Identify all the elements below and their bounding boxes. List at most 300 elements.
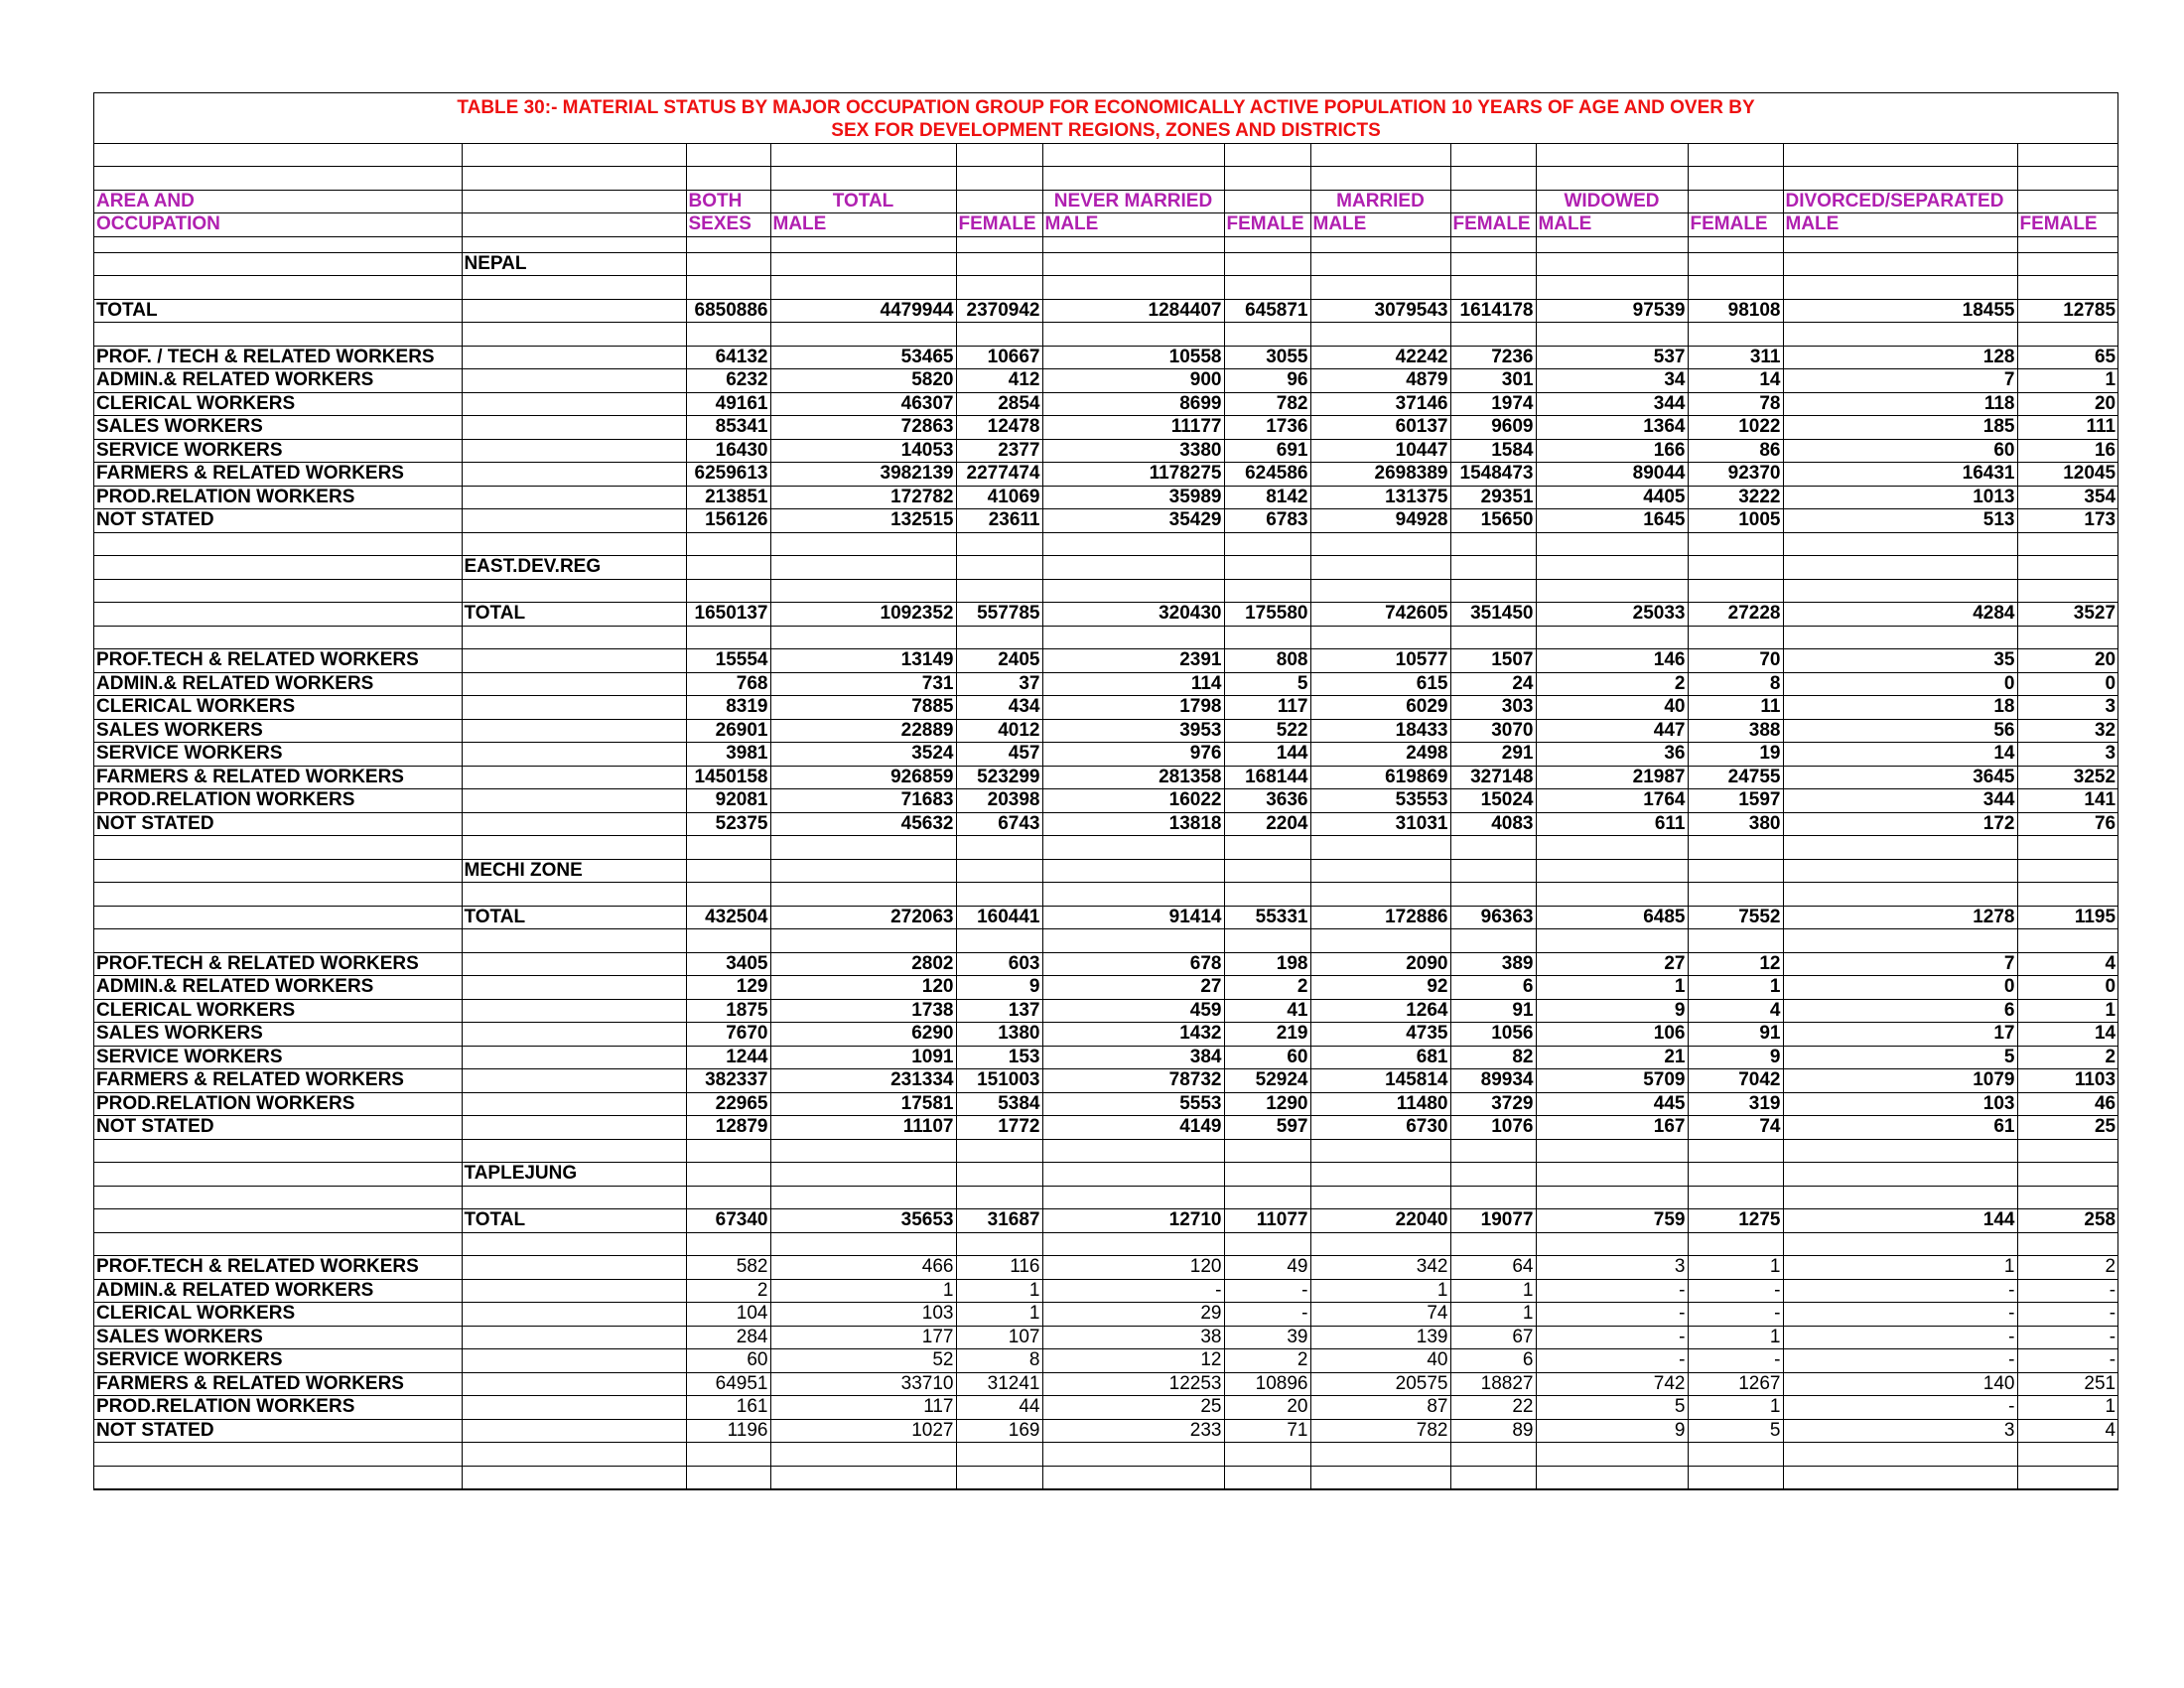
header-cell: SEXES: [686, 213, 770, 237]
empty-cell: [2017, 556, 2117, 580]
occupation-table: [94, 93, 2117, 1489]
empty-cell: [2017, 859, 2117, 883]
table-row: [94, 999, 2117, 1023]
empty-cell: [94, 1163, 462, 1187]
empty-cell: [462, 167, 686, 191]
occupation-label: CLERICAL WORKERS: [94, 696, 462, 720]
value-cell: 6029: [1310, 696, 1450, 720]
empty-cell: [770, 556, 956, 580]
empty-cell: [2017, 532, 2117, 556]
value-cell: 2090: [1310, 952, 1450, 976]
total-value: 12710: [1042, 1209, 1224, 1233]
empty-cell: [686, 276, 770, 300]
empty-cell: [1224, 883, 1310, 907]
value-cell: 17: [1783, 1023, 2017, 1047]
value-cell: 103: [770, 1303, 956, 1327]
empty-cell: [1688, 556, 1783, 580]
value-cell: 12478: [956, 416, 1042, 440]
value-cell: 10558: [1042, 346, 1224, 369]
occupation-label: NOT STATED: [94, 1116, 462, 1140]
value-cell: 3380: [1042, 439, 1224, 463]
value-cell: 120: [1042, 1256, 1224, 1280]
empty-cell: [1536, 236, 1688, 252]
value-cell: 60137: [1310, 416, 1450, 440]
total-value: 97539: [1536, 299, 1688, 323]
value-cell: 117: [1224, 696, 1310, 720]
value-cell: 3645: [1783, 766, 2017, 789]
value-cell: 36: [1536, 743, 1688, 767]
empty-cell: [1450, 323, 1536, 347]
value-cell: 103: [1783, 1092, 2017, 1116]
empty-cell: [462, 1046, 686, 1069]
value-cell: 1: [1450, 1279, 1536, 1303]
total-value: 27228: [1688, 603, 1783, 627]
value-cell: 0: [2017, 976, 2117, 1000]
area-name: NEPAL: [462, 252, 686, 276]
empty-cell: [1224, 1443, 1310, 1467]
value-cell: 14: [1783, 743, 2017, 767]
empty-cell: [1042, 883, 1224, 907]
empty-cell: [686, 883, 770, 907]
empty-cell: [94, 626, 462, 649]
empty-cell: [770, 626, 956, 649]
value-cell: 167: [1536, 1116, 1688, 1140]
spacer-row: [94, 1186, 2117, 1209]
value-cell: 37: [956, 672, 1042, 696]
value-cell: 1: [1536, 976, 1688, 1000]
value-cell: 1: [1688, 1256, 1783, 1280]
header-cell: AREA AND: [94, 190, 462, 213]
value-cell: 2204: [1224, 812, 1310, 836]
empty-cell: [1783, 883, 2017, 907]
value-cell: 412: [956, 369, 1042, 393]
empty-cell: [1042, 1232, 1224, 1256]
empty-cell: [1042, 1163, 1224, 1187]
empty-cell: [1224, 1186, 1310, 1209]
value-cell: 384: [1042, 1046, 1224, 1069]
value-cell: 131375: [1310, 486, 1450, 509]
empty-cell: [1688, 1443, 1783, 1467]
value-cell: 8699: [1042, 392, 1224, 416]
value-cell: -: [1536, 1303, 1688, 1327]
empty-cell: [462, 1139, 686, 1163]
value-cell: 1: [1688, 1326, 1783, 1349]
value-cell: 15650: [1450, 509, 1536, 533]
empty-cell: [462, 236, 686, 252]
value-cell: 1450158: [686, 766, 770, 789]
value-cell: 22965: [686, 1092, 770, 1116]
occupation-label: SALES WORKERS: [94, 719, 462, 743]
value-cell: 8: [956, 1349, 1042, 1373]
table-row: [94, 1349, 2117, 1373]
value-cell: 41: [1224, 999, 1310, 1023]
area-row: [94, 859, 2117, 883]
total-value: 6485: [1536, 906, 1688, 929]
value-cell: 389: [1450, 952, 1536, 976]
empty-cell: [462, 1023, 686, 1047]
empty-cell: [1042, 859, 1224, 883]
occupation-label: PROF.TECH & RELATED WORKERS: [94, 1256, 462, 1280]
total-label: TOTAL: [462, 1209, 686, 1233]
empty-cell: [1224, 1232, 1310, 1256]
value-cell: 120: [770, 976, 956, 1000]
empty-cell: [462, 1396, 686, 1420]
value-cell: 74: [1310, 1303, 1450, 1327]
empty-cell: [94, 532, 462, 556]
empty-cell: [1042, 532, 1224, 556]
empty-cell: [770, 1443, 956, 1467]
total-value: 98108: [1688, 299, 1783, 323]
value-cell: 1091: [770, 1046, 956, 1069]
empty-cell: [1536, 532, 1688, 556]
value-cell: 281358: [1042, 766, 1224, 789]
empty-cell: [1688, 532, 1783, 556]
empty-cell: [1224, 276, 1310, 300]
empty-cell: [1450, 1139, 1536, 1163]
empty-cell: [1224, 1139, 1310, 1163]
total-value: 4284: [1783, 603, 2017, 627]
value-cell: 14: [2017, 1023, 2117, 1047]
empty-cell: [94, 1209, 462, 1233]
empty-cell: [1688, 1139, 1783, 1163]
value-cell: 11177: [1042, 416, 1224, 440]
value-cell: 1: [956, 1279, 1042, 1303]
empty-cell: [1310, 1163, 1450, 1187]
value-cell: 4: [2017, 952, 2117, 976]
empty-cell: [1310, 1443, 1450, 1467]
value-cell: 67: [1450, 1326, 1536, 1349]
value-cell: 388: [1688, 719, 1783, 743]
value-cell: 24: [1450, 672, 1536, 696]
occupation-label: SALES WORKERS: [94, 1023, 462, 1047]
total-value: 25033: [1536, 603, 1688, 627]
value-cell: 52375: [686, 812, 770, 836]
value-cell: 597: [1224, 1116, 1310, 1140]
value-cell: -: [1536, 1279, 1688, 1303]
value-cell: -: [1783, 1279, 2017, 1303]
empty-cell: [1536, 1466, 1688, 1489]
table-row: [94, 439, 2117, 463]
header-cell: NEVER MARRIED: [1042, 190, 1224, 213]
empty-cell: [462, 1279, 686, 1303]
header-cell: DIVORCED/SEPARATED: [1783, 190, 2017, 213]
empty-cell: [1688, 1232, 1783, 1256]
total-row: [94, 1209, 2117, 1233]
total-row: [94, 603, 2117, 627]
value-cell: 4: [1688, 999, 1783, 1023]
value-cell: 768: [686, 672, 770, 696]
value-cell: 691: [1224, 439, 1310, 463]
value-cell: 2: [2017, 1256, 2117, 1280]
header-cell: FEMALE: [956, 213, 1042, 237]
empty-cell: [1688, 579, 1783, 603]
empty-cell: [686, 323, 770, 347]
occupation-label: PROD.RELATION WORKERS: [94, 1396, 462, 1420]
value-cell: 1380: [956, 1023, 1042, 1047]
value-cell: 53465: [770, 346, 956, 369]
empty-cell: [1536, 167, 1688, 191]
value-cell: 354: [2017, 486, 2117, 509]
empty-cell: [1688, 323, 1783, 347]
value-cell: 3982139: [770, 463, 956, 487]
empty-cell: [770, 1232, 956, 1256]
empty-cell: [462, 276, 686, 300]
value-cell: 9: [1536, 1419, 1688, 1443]
value-cell: 27: [1042, 976, 1224, 1000]
value-cell: 40: [1310, 1349, 1450, 1373]
spacer-row: [94, 276, 2117, 300]
empty-cell: [956, 556, 1042, 580]
total-value: 1650137: [686, 603, 770, 627]
total-value: 1092352: [770, 603, 956, 627]
value-cell: 1196: [686, 1419, 770, 1443]
empty-cell: [1783, 167, 2017, 191]
value-cell: 1264: [1310, 999, 1450, 1023]
table-row: [94, 952, 2117, 976]
empty-cell: [686, 143, 770, 167]
empty-cell: [94, 1232, 462, 1256]
empty-cell: [1688, 236, 1783, 252]
value-cell: -: [1783, 1303, 2017, 1327]
value-cell: 7042: [1688, 1069, 1783, 1093]
value-cell: 1079: [1783, 1069, 2017, 1093]
empty-cell: [462, 509, 686, 533]
empty-cell: [462, 952, 686, 976]
value-cell: 4735: [1310, 1023, 1450, 1047]
value-cell: 5384: [956, 1092, 1042, 1116]
value-cell: 619869: [1310, 766, 1450, 789]
value-cell: 72863: [770, 416, 956, 440]
value-cell: 85341: [686, 416, 770, 440]
empty-cell: [1042, 167, 1224, 191]
value-cell: 15024: [1450, 789, 1536, 813]
value-cell: 4405: [1536, 486, 1688, 509]
value-cell: 64951: [686, 1372, 770, 1396]
value-cell: 60: [686, 1349, 770, 1373]
value-cell: 11: [1688, 696, 1783, 720]
empty-cell: [1450, 1443, 1536, 1467]
empty-cell: [462, 1466, 686, 1489]
occupation-label: SERVICE WORKERS: [94, 1046, 462, 1069]
value-cell: 4149: [1042, 1116, 1224, 1140]
table-row: [94, 346, 2117, 369]
empty-cell: [1783, 252, 2017, 276]
total-value: 3079543: [1310, 299, 1450, 323]
total-label: TOTAL: [94, 299, 462, 323]
total-value: 172886: [1310, 906, 1450, 929]
empty-cell: [1450, 1186, 1536, 1209]
empty-cell: [1450, 252, 1536, 276]
occupation-label: FARMERS & RELATED WORKERS: [94, 766, 462, 789]
total-value: 1278: [1783, 906, 2017, 929]
value-cell: 146: [1536, 649, 1688, 673]
value-cell: -: [1536, 1326, 1688, 1349]
empty-cell: [1536, 1163, 1688, 1187]
empty-cell: [1688, 1163, 1783, 1187]
value-cell: 21: [1536, 1046, 1688, 1069]
value-cell: 1076: [1450, 1116, 1536, 1140]
value-cell: 1022: [1688, 416, 1783, 440]
empty-cell: [1224, 167, 1310, 191]
empty-cell: [462, 1092, 686, 1116]
empty-cell: [770, 143, 956, 167]
empty-cell: [462, 1116, 686, 1140]
header-cell: BOTH: [686, 190, 770, 213]
empty-cell: [1783, 276, 2017, 300]
value-cell: 731: [770, 672, 956, 696]
occupation-label: ADMIN.& RELATED WORKERS: [94, 976, 462, 1000]
value-cell: 445: [1536, 1092, 1688, 1116]
empty-cell: [1310, 236, 1450, 252]
table-row: [94, 509, 2117, 533]
empty-cell: [770, 167, 956, 191]
occupation-label: SERVICE WORKERS: [94, 1349, 462, 1373]
empty-cell: [462, 416, 686, 440]
value-cell: 678: [1042, 952, 1224, 976]
value-cell: 10667: [956, 346, 1042, 369]
occupation-label: PROD.RELATION WORKERS: [94, 1092, 462, 1116]
area-name: MECHI ZONE: [462, 859, 686, 883]
value-cell: 24755: [1688, 766, 1783, 789]
total-value: 1614178: [1450, 299, 1536, 323]
value-cell: 89: [1450, 1419, 1536, 1443]
value-cell: 116: [956, 1256, 1042, 1280]
value-cell: 1645: [1536, 509, 1688, 533]
value-cell: 139: [1310, 1326, 1450, 1349]
total-value: 272063: [770, 906, 956, 929]
value-cell: 128: [1783, 346, 2017, 369]
value-cell: 86: [1688, 439, 1783, 463]
value-cell: 4879: [1310, 369, 1450, 393]
value-cell: 39: [1224, 1326, 1310, 1349]
value-cell: 71: [1224, 1419, 1310, 1443]
value-cell: 5: [1688, 1419, 1783, 1443]
empty-cell: [1783, 1232, 2017, 1256]
value-cell: 1013: [1783, 486, 2017, 509]
value-cell: 64: [1450, 1256, 1536, 1280]
empty-cell: [462, 976, 686, 1000]
total-value: 35653: [770, 1209, 956, 1233]
total-value: 19077: [1450, 1209, 1536, 1233]
total-value: 2370942: [956, 299, 1042, 323]
empty-cell: [94, 929, 462, 953]
empty-cell: [770, 859, 956, 883]
value-cell: 22: [1450, 1396, 1536, 1420]
value-cell: 1244: [686, 1046, 770, 1069]
empty-cell: [770, 236, 956, 252]
total-value: 11077: [1224, 1209, 1310, 1233]
value-cell: 5: [1536, 1396, 1688, 1420]
value-cell: 52: [770, 1349, 956, 1373]
value-cell: 38: [1042, 1326, 1224, 1349]
value-cell: 1764: [1536, 789, 1688, 813]
value-cell: 8: [1688, 672, 1783, 696]
value-cell: 1: [1310, 1279, 1450, 1303]
value-cell: 16430: [686, 439, 770, 463]
value-cell: 782: [1310, 1419, 1450, 1443]
value-cell: 1: [2017, 369, 2117, 393]
value-cell: 9: [956, 976, 1042, 1000]
empty-cell: [1224, 859, 1310, 883]
value-cell: 42242: [1310, 346, 1450, 369]
empty-cell: [1688, 626, 1783, 649]
value-cell: 13818: [1042, 812, 1224, 836]
value-cell: 141: [2017, 789, 2117, 813]
occupation-label: FARMERS & RELATED WORKERS: [94, 1372, 462, 1396]
empty-cell: [956, 883, 1042, 907]
value-cell: 156126: [686, 509, 770, 533]
empty-cell: [1310, 626, 1450, 649]
empty-cell: [956, 1163, 1042, 1187]
empty-cell: [1783, 532, 2017, 556]
empty-cell: [1536, 579, 1688, 603]
empty-cell: [462, 626, 686, 649]
empty-cell: [686, 929, 770, 953]
header-cell: MARRIED: [1310, 190, 1450, 213]
value-cell: 2498: [1310, 743, 1450, 767]
value-cell: 20: [2017, 649, 2117, 673]
occupation-label: PROF.TECH & RELATED WORKERS: [94, 952, 462, 976]
value-cell: 177: [770, 1326, 956, 1349]
empty-cell: [1783, 1443, 2017, 1467]
value-cell: 459: [1042, 999, 1224, 1023]
value-cell: 25: [1042, 1396, 1224, 1420]
header-cell: FEMALE: [1224, 213, 1310, 237]
empty-cell: [956, 1232, 1042, 1256]
empty-cell: [462, 1186, 686, 1209]
empty-cell: [1224, 556, 1310, 580]
value-cell: 111: [2017, 416, 2117, 440]
value-cell: 344: [1783, 789, 2017, 813]
value-cell: 10577: [1310, 649, 1450, 673]
empty-cell: [1536, 276, 1688, 300]
empty-cell: [1688, 276, 1783, 300]
value-cell: 380: [1688, 812, 1783, 836]
empty-cell: [2017, 1163, 2117, 1187]
empty-cell: [1783, 556, 2017, 580]
empty-cell: [462, 463, 686, 487]
empty-cell: [1224, 836, 1310, 860]
occupation-label: CLERICAL WORKERS: [94, 999, 462, 1023]
empty-cell: [462, 1069, 686, 1093]
value-cell: 23611: [956, 509, 1042, 533]
empty-cell: [1450, 626, 1536, 649]
value-cell: 1: [1688, 1396, 1783, 1420]
value-cell: 1974: [1450, 392, 1536, 416]
value-cell: 251: [2017, 1372, 2117, 1396]
value-cell: 7236: [1450, 346, 1536, 369]
empty-cell: [462, 143, 686, 167]
value-cell: 1584: [1450, 439, 1536, 463]
table-row: [94, 1303, 2117, 1327]
value-cell: 12253: [1042, 1372, 1224, 1396]
occupation-label: CLERICAL WORKERS: [94, 1303, 462, 1327]
empty-cell: [1310, 883, 1450, 907]
value-cell: 153: [956, 1046, 1042, 1069]
empty-cell: [2017, 143, 2117, 167]
value-cell: 5820: [770, 369, 956, 393]
area-row: [94, 556, 2117, 580]
empty-cell: [686, 167, 770, 191]
total-value: 22040: [1310, 1209, 1450, 1233]
value-cell: 1290: [1224, 1092, 1310, 1116]
occupation-label: PROF.TECH & RELATED WORKERS: [94, 649, 462, 673]
empty-cell: [94, 1139, 462, 1163]
empty-cell: [1310, 167, 1450, 191]
header-cell: [1224, 190, 1310, 213]
value-cell: 303: [1450, 696, 1536, 720]
value-cell: -: [1688, 1279, 1783, 1303]
